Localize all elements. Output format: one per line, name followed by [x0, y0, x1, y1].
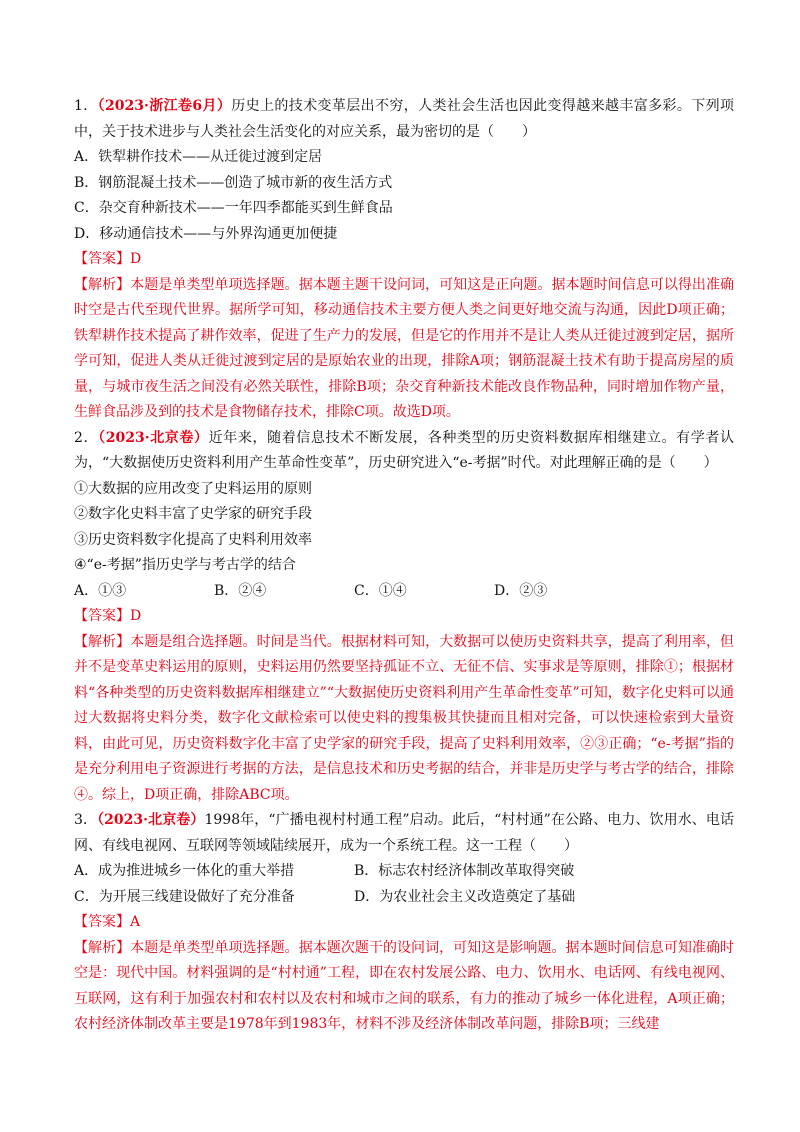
- question-text: 历史上的技术变革层出不穷，人类社会生活也因此变得越来越丰富多彩。下列项中，关于技术进步与人类社会生活变化的对应关系，最为密切的是（ ）: [74, 98, 734, 140]
- question-text: 近年来，随着信息技术不断发展，各种类型的历史资料数据库相继建立。有学者认为，“大数据使历史资料利用产生革命性变革”，历史研究进入“e-考据”时代。对此理解正确的是（ ）: [74, 429, 734, 471]
- option-a: A．铁犁耕作技术——从迁徙过渡到定居: [74, 149, 323, 165]
- question-text: 1998年，“广播电视村村通工程”启动。此后，“村村通”在公路、电力、饮用水、电话网、有线电视网、互联网等领域陆续展开，成为一个系统工程。这一工程（ ）: [74, 812, 734, 854]
- option-a: A．①③: [74, 582, 127, 599]
- answer-value: D: [130, 608, 142, 624]
- analysis-tag: 【解析】: [74, 276, 131, 293]
- question-number: 1．: [74, 98, 98, 114]
- analysis-text: 本题是单类型单项选择题。据本题主题干设问词，可知这是正向题。据本题时间信息可以得出准确时空是古代至现代世界。据所学可知，移动通信技术主要方便人类之间更好地交流与沟通，因此D项正确；铁犁耕作技术提高了耕作效率，促进了生产力的发展，但是它的作用并不是让人类从迁徙过渡到定居，据所学可知，促进人类从迁徙过渡到定居的是原始农业的出现，排除A项；钢筋混凝土技术有助于提高房屋的质量，与城市夜生活之间没有必然关联性，排除B项；杂交育种新技术能改良作物品种，同时增加作物产量，生鲜食品涉及到的技术是食物储存技术，排除C项。故选D项。: [74, 276, 735, 420]
- answer-line: [74, 910, 734, 936]
- option-c: C．①④: [354, 582, 407, 599]
- statement-2: ②数字化史料丰富了史学家的研究手段: [74, 506, 312, 522]
- option-b: B．标志农村经济体制改革取得突破: [354, 863, 575, 879]
- question-source: （2023·北京卷）: [97, 812, 205, 828]
- analysis-text: 本题是组合选择题。时间是当代。根据材料可知，大数据可以使历史资料共享，提高了利用率，但并不是变革史料运用的原则，史料运用仍然要坚持孤证不立、无征不信、实事求是等原则，排除①；根据材料“各种类型的历史资料数据库相继建立”“大数据使历史资料利用产生革命性变革”可知，数字化史料可以通过大数据将史料分类，数字化文献检索可以使史料的搜集极其快捷而且相对完备，可以快速检索到大量资料，由此可见，历史资料数字化丰富了史学家的研究手段，提高了史料利用效率，②③正确；“e-考据”指的是充分利用电子资源进行考据的方法，是信息技术和历史考据的结合，并非是历史学与考古学的结合，排除④。综上，D项正确，排除ABC项。: [74, 633, 735, 803]
- analysis-block: [74, 630, 734, 809]
- analysis-tag: 【解析】: [74, 939, 131, 956]
- analysis-block: [74, 936, 734, 1038]
- answer-tag: 【答案】: [74, 608, 130, 624]
- statement-3: ③历史资料数字化提高了史料利用效率: [74, 531, 312, 548]
- statement-1: ①大数据的应用改变了史料运用的原则: [74, 480, 312, 497]
- question-source: （2023·浙江卷6月）: [97, 98, 232, 114]
- answer-line: [74, 604, 734, 630]
- option-d: D．②③: [494, 582, 548, 599]
- answer-tag: 【答案】: [74, 251, 130, 267]
- question-source: （2023·北京卷）: [98, 429, 209, 446]
- answer-tag: 【答案】: [74, 914, 130, 930]
- option-c: C．为开展三线建设做好了充分准备: [74, 888, 295, 905]
- answer-value: D: [130, 251, 142, 267]
- question-3-stem: [74, 808, 734, 859]
- option-d: D．移动通信技术——与外界沟通更加便捷: [74, 225, 338, 242]
- question-number: 2．: [74, 429, 99, 446]
- question-2-stem: [74, 426, 734, 477]
- analysis-tag: 【解析】: [74, 633, 131, 650]
- analysis-text: 本题是单类型单项选择题。据本题次题干的设问词，可知这是影响题。据本题时间信息可知准确时空是：现代中国。材料强调的是“村村通”工程，即在农村发展公路、电力、饮用水、电话网、有线电视网、互联网，这有利于加强农村和农村以及农村和城市之间的联系，有力的推动了城乡一体化进程，A项正确；农村经济体制改革主要是1978年到1983年，材料不涉及经济体制改革问题，排除B项；三线建: [74, 939, 735, 1032]
- options-row-2: [74, 885, 734, 911]
- option-b: B．②④: [214, 582, 267, 599]
- analysis-block: [74, 273, 734, 426]
- document-content: [74, 94, 734, 1038]
- question-1-stem: [74, 94, 734, 145]
- options-row: [74, 579, 734, 605]
- options-row-1: [74, 859, 734, 885]
- answer-line: [74, 247, 734, 273]
- answer-value: A: [130, 914, 141, 930]
- question-number: 3．: [74, 812, 98, 828]
- option-c: C．杂交育种新技术——一年四季都能买到生鲜食品: [74, 200, 393, 216]
- option-a: A．成为推进城乡一体化的重大举措: [74, 863, 295, 879]
- statement-4: ④“e-考据”指历史学与考古学的结合: [74, 557, 296, 573]
- option-b: B．钢筋混凝土技术——创造了城市新的夜生活方式: [74, 174, 393, 191]
- option-d: D．为农业社会主义改造奠定了基础: [354, 888, 576, 905]
